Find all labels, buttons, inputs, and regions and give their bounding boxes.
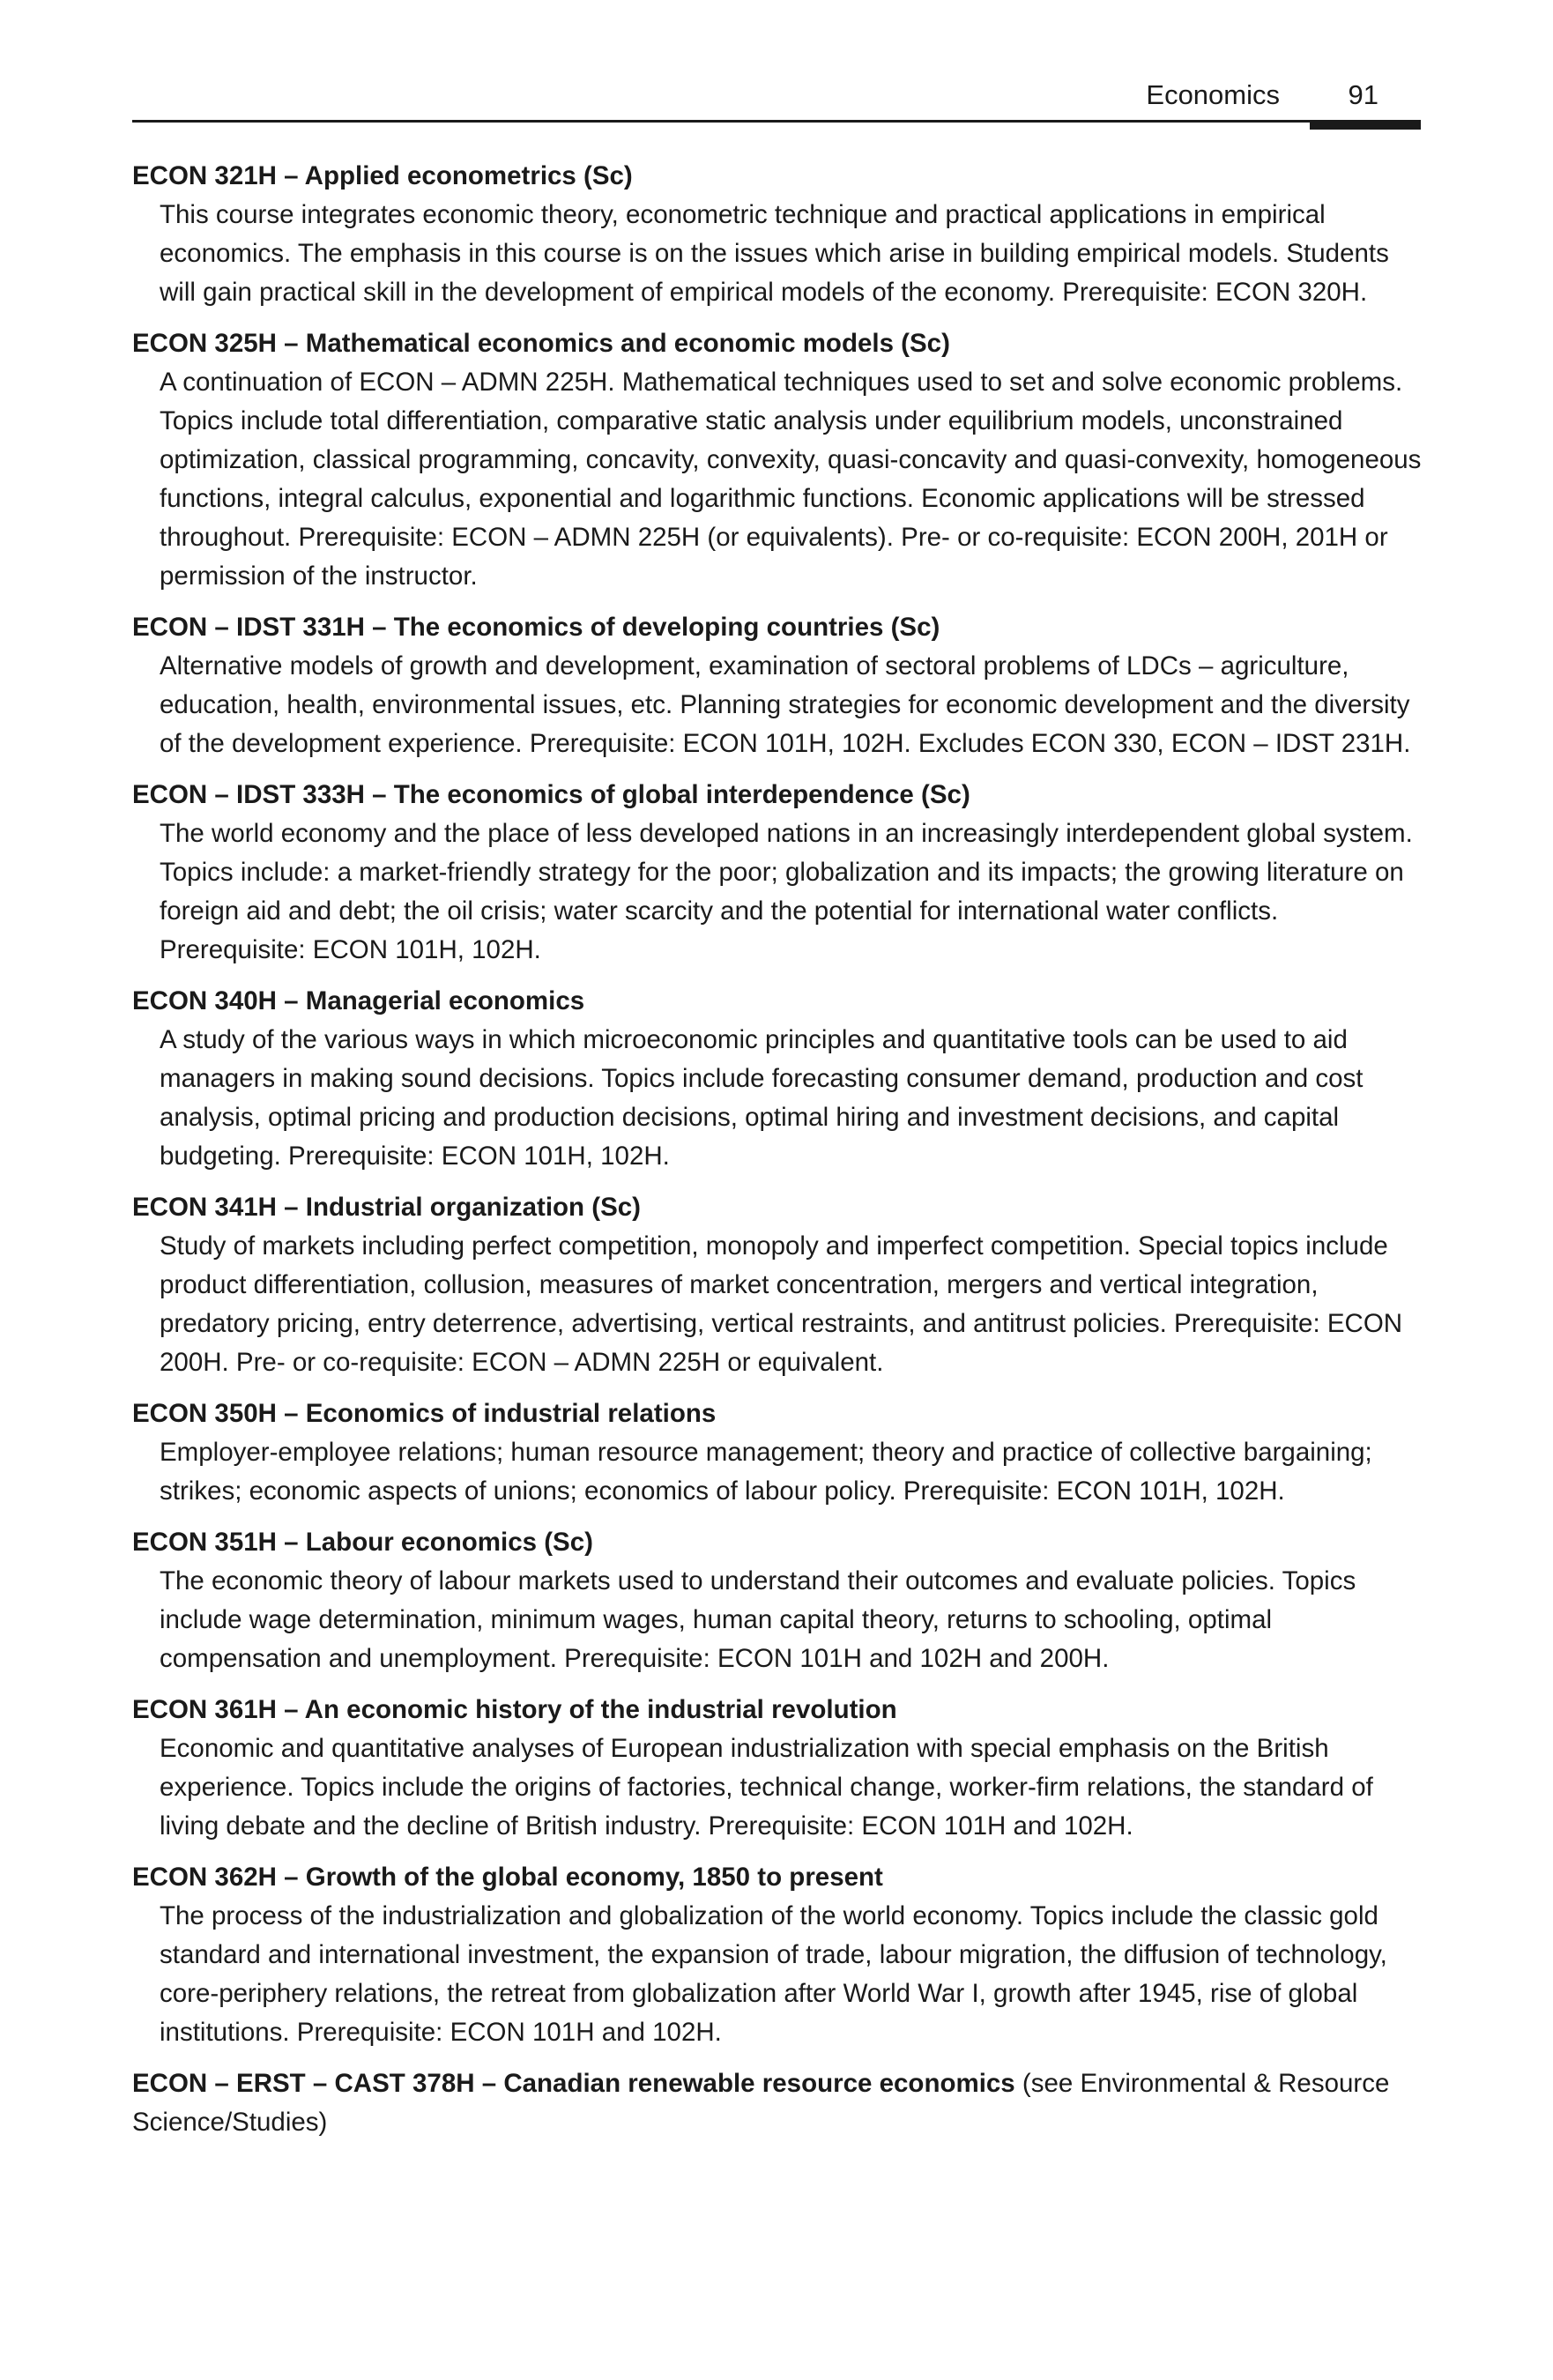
course-description: The world economy and the place of less developed nations in an increasingly interdependent global system. Topics include: a market-friendly strategy for the poor; globalization and its impacts; the growing literature on foreign aid and debt; the oil crisis; water scarcity and the potential for international water conflicts. Prerequisite: ECON 101H, 102H. (160, 819, 1413, 964)
course-description: The process of the industrialization and globalization of the world economy. Topics include the classic gold standard and international investment, the expansion of trade, labour migration, the diffusion of technology, core-periphery relations, the retreat from globalization after World War I, growth after 1945, rise of global institutions. Prerequisite: ECON 101H and 102H. (160, 1901, 1387, 2047)
course-entry (132, 776, 1428, 970)
course-entry (132, 2064, 1428, 2142)
course-list (132, 157, 1428, 2154)
course-description: The economic theory of labour markets used to understand their outcomes and evaluate policies. Topics include wage determination, minimum wages, human capital theory, returns to schooling, optimal compensation and unemployment. Prerequisite: ECON 101H and 102H and 200H. (160, 1566, 1356, 1673)
course-entry (132, 1858, 1428, 2052)
course-title: ECON – IDST 333H – The economics of global interdependence (Sc) (132, 780, 970, 809)
header-bar (1310, 120, 1421, 130)
course-entry (132, 1523, 1428, 1678)
course-title: ECON 362H – Growth of the global economy, 1850 to present (132, 1863, 883, 1892)
course-title: ECON – IDST 331H – The economics of developing countries (Sc) (132, 613, 940, 642)
running-head-section: Economics (1146, 79, 1280, 110)
course-description: Alternative models of growth and development, examination of sectoral problems of LDCs – agriculture, education, health, environmental issues, etc. Planning strategies for economic development and the diversity of the development experience. Prerequisite: ECON 101H, 102H. Excludes ECON 330, ECON – IDST 231H. (160, 651, 1411, 758)
course-description: Study of markets including perfect competition, monopoly and imperfect competition. Special topics include product differentiation, collusion, measures of market concentration, mergers and vertical integration, predatory pricing, entry deterrence, advertising, vertical restraints, and antitrust policies. Prerequisite: ECON 200H. Pre- or co-requisite: ECON – ADMN 225H or equivalent. (160, 1231, 1403, 1377)
course-entry (132, 324, 1428, 596)
course-title: ECON 350H – Economics of industrial relations (132, 1399, 717, 1428)
course-title: ECON 341H – Industrial organization (Sc) (132, 1193, 641, 1222)
course-title-with-note (132, 2064, 1428, 2142)
course-title: ECON 361H – An economic history of the industrial revolution (132, 1695, 897, 1724)
course-description: This course integrates economic theory, econometric technique and practical applications in empirical economics. The emphasis in this course is on the issues which arise in building empirical models. Students will gain practical skill in the development of empirical models of the economy. Prerequisite: ECON 320H. (160, 200, 1389, 307)
course-title: ECON 340H – Managerial economics (132, 986, 585, 1015)
course-entry (132, 608, 1428, 763)
page-number: 91 (1348, 79, 1378, 110)
course-entry (132, 1188, 1428, 1382)
page-header (132, 78, 1421, 123)
cross-reference-note: (see Environmental & Resource Science/Studies) (132, 2069, 1390, 2137)
course-entry (132, 1395, 1428, 1511)
course-entry (132, 982, 1428, 1176)
course-title: ECON – ERST – CAST 378H – Canadian renewable resource economics (132, 2069, 1015, 2098)
course-title: ECON 351H – Labour economics (Sc) (132, 1528, 593, 1557)
course-description: Employer-employee relations; human resource management; theory and practice of collective bargaining; strikes; economic aspects of unions; economics of labour policy. Prerequisite: ECON 101H, 102H. (160, 1438, 1372, 1506)
course-description: Economic and quantitative analyses of European industrialization with special emphasis on the British experience. Topics include the origins of factories, technical change, worker-firm relations, the standard of living debate and the decline of British industry. Prerequisite: ECON 101H and 102H. (160, 1734, 1373, 1841)
course-description: A continuation of ECON – ADMN 225H. Mathematical techniques used to set and solve economic problems. Topics include total differentiation, comparative static analysis under equilibrium models, unconstrained optimization, classical programming, concavity, convexity, quasi-concavity and quasi-convexity, homogeneous functions, integral calculus, exponential and logarithmic functions. Economic applications will be stressed throughout. Prerequisite: ECON – ADMN 225H (or equivalents). Pre- or co-requisite: ECON 200H, 201H or permission of the instructor. (160, 368, 1422, 591)
course-title: ECON 325H – Mathematical economics and economic models (Sc) (132, 329, 950, 358)
course-title: ECON 321H – Applied econometrics (Sc) (132, 161, 633, 190)
header-rule (132, 120, 1421, 123)
course-entry (132, 157, 1428, 312)
course-entry (132, 1691, 1428, 1846)
course-description: A study of the various ways in which microeconomic principles and quantitative tools can be used to aid managers in making sound decisions. Topics include forecasting consumer demand, production and cost analysis, optimal pricing and production decisions, optimal hiring and investment decisions, and capital budgeting. Prerequisite: ECON 101H, 102H. (160, 1025, 1364, 1171)
